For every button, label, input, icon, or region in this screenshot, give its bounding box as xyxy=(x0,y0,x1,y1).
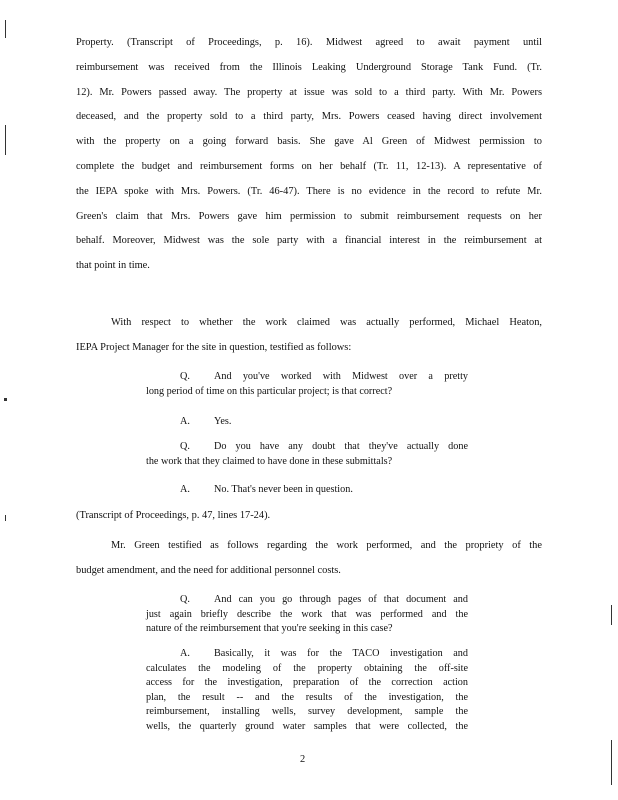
answer-line xyxy=(146,483,468,498)
qa-label: Q. xyxy=(180,594,190,605)
answer-text: Basically, it was for the TACO investigation and xyxy=(214,648,468,659)
scan-mark xyxy=(5,515,6,521)
scan-mark xyxy=(5,125,6,155)
answer-line: reimbursement, installing wells, survey development, sample the xyxy=(146,706,468,718)
text-line: deceased, and the property sold to a third party, Mrs. Powers ceased having direct involvement xyxy=(76,111,542,123)
text-line: complete the budget and reimbursement forms on her behalf (Tr. 11, 12-13). A representative of xyxy=(76,160,542,172)
question-line: nature of the reimbursement that you're seeking in this case? xyxy=(146,623,393,635)
qa-label: A. xyxy=(180,484,190,495)
qa-label: A. xyxy=(180,416,190,427)
testimony-quote-1 xyxy=(146,370,468,399)
scan-mark xyxy=(4,398,7,401)
question-line: the work that they claimed to have done in these submittals? xyxy=(146,455,393,467)
scan-mark xyxy=(611,740,612,785)
answer-text: Yes. xyxy=(214,416,232,427)
text-line: behalf. Moreover, Midwest was the sole party with a financial interest in the reimbursement at xyxy=(76,235,542,247)
paragraph-3 xyxy=(76,534,542,584)
question-text: Do you have any doubt that they've actually done xyxy=(214,441,468,452)
answer-line: plan, the result -- and the results of the investigation, the xyxy=(146,691,468,703)
answer-line: wells, the quarterly ground water samples that were collected, the xyxy=(146,720,468,732)
paragraph-1 xyxy=(76,31,542,279)
text-line: IEPA Project Manager for the site in question, testified as follows: xyxy=(76,341,352,353)
text-line: Green's claim that Mrs. Powers gave him permission to submit reimbursement requests on her xyxy=(76,210,542,222)
scan-mark xyxy=(5,20,6,38)
answer-line xyxy=(146,415,468,430)
question-line xyxy=(146,370,468,385)
text-line: that point in time. xyxy=(76,260,150,272)
page-number: 2 xyxy=(300,754,306,765)
answer-line: calculates the modeling of the property obtaining the off-site xyxy=(146,662,468,674)
question-line: just again briefly describe the work that was performed and the xyxy=(146,608,468,620)
testimony-answer-1 xyxy=(146,415,468,430)
qa-label: Q. xyxy=(180,441,190,452)
text-line: reimbursement was received from the Illinois Leaking Underground Storage Tank Fund. (Tr. xyxy=(76,61,542,73)
testimony-answer-3 xyxy=(146,647,468,735)
answer-line xyxy=(146,647,468,662)
testimony-answer-2 xyxy=(146,483,468,498)
text-line: 12). Mr. Powers passed away. The property at issue was sold to a third party. With Mr. Powers xyxy=(76,86,542,98)
text-line: the IEPA spoke with Mrs. Powers. (Tr. 46-47). There is no evidence in the record to refute Mr. xyxy=(76,185,542,197)
text-line: budget amendment, and the need for additional personnel costs. xyxy=(76,564,341,576)
question-text: And you've worked with Midwest over a pretty xyxy=(214,371,468,382)
qa-label: Q. xyxy=(180,371,190,382)
answer-text: No. That's never been in question. xyxy=(214,484,353,495)
qa-label: A. xyxy=(180,648,190,659)
question-line xyxy=(146,593,468,608)
paragraph-2 xyxy=(76,311,542,361)
text-line: with the property on a going forward basis. She gave Al Green of Midwest permission to xyxy=(76,136,542,148)
text-line: With respect to whether the work claimed was actually performed, Michael Heaton, xyxy=(111,317,542,328)
scan-mark xyxy=(611,605,612,625)
citation: (Transcript of Proceedings, p. 47, lines 17-24). xyxy=(76,510,271,521)
testimony-question-2 xyxy=(146,440,468,469)
answer-line: access for the investigation, preparation of the correction action xyxy=(146,677,468,689)
text-line: Property. (Transcript of Proceedings, p. 16). Midwest agreed to await payment until xyxy=(76,37,542,48)
testimony-quote-2 xyxy=(146,593,468,637)
text-line: Mr. Green testified as follows regarding the work performed, and the propriety of the xyxy=(111,540,542,551)
question-text: And can you go through pages of that document and xyxy=(214,594,468,605)
question-line xyxy=(146,440,468,455)
question-line: long period of time on this particular project; is that correct? xyxy=(146,385,393,397)
